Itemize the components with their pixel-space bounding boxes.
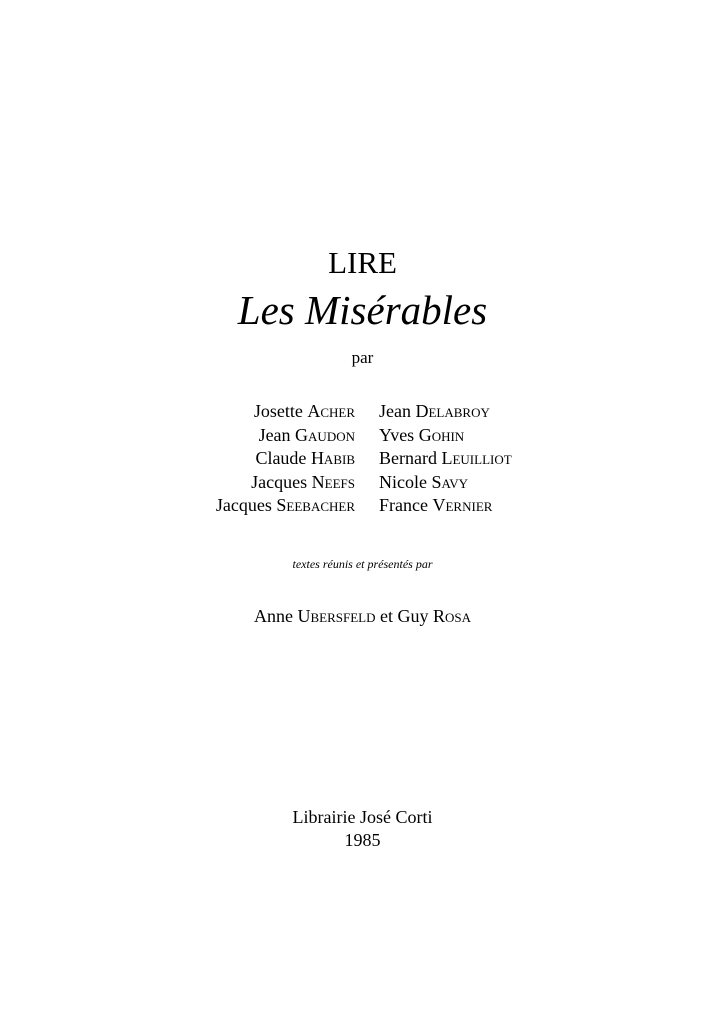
author-name: France Vernier <box>379 495 493 515</box>
publisher-name: Librairie José Corti <box>292 807 433 827</box>
author-name: Jean Delabroy <box>379 401 490 421</box>
editor-first-name: Anne <box>253 606 293 626</box>
author-row <box>0 400 725 424</box>
author-name: Nicole Savy <box>379 471 468 492</box>
editor-first-name: Guy <box>397 606 429 626</box>
author-row <box>0 494 725 518</box>
book-title: LIRE <box>328 245 397 280</box>
editors-line <box>0 604 725 628</box>
book-subtitle: Les Misérables <box>237 287 488 333</box>
editors-conjunction: et <box>380 606 393 626</box>
author-name: Jean Gaudon <box>258 424 355 445</box>
authors-list <box>0 400 725 518</box>
author-row <box>0 447 725 471</box>
author-name: Yves Gohin <box>379 424 465 445</box>
author-name: Bernard Leuilliot <box>379 448 512 468</box>
publication-year: 1985 <box>344 830 381 850</box>
author-name: Jacques Seebacher <box>215 495 355 515</box>
by-label: par <box>351 348 374 367</box>
author-name: Josette Acher <box>253 401 355 421</box>
author-name: Claude Habib <box>255 448 355 468</box>
author-name: Jacques Neefs <box>251 471 355 492</box>
author-row <box>0 424 725 448</box>
editor-last-name: Rosa <box>433 606 472 626</box>
author-row <box>0 471 725 495</box>
editors-note: textes réunis et présentés par <box>292 557 433 571</box>
editor-last-name: Ubersfeld <box>297 606 376 626</box>
